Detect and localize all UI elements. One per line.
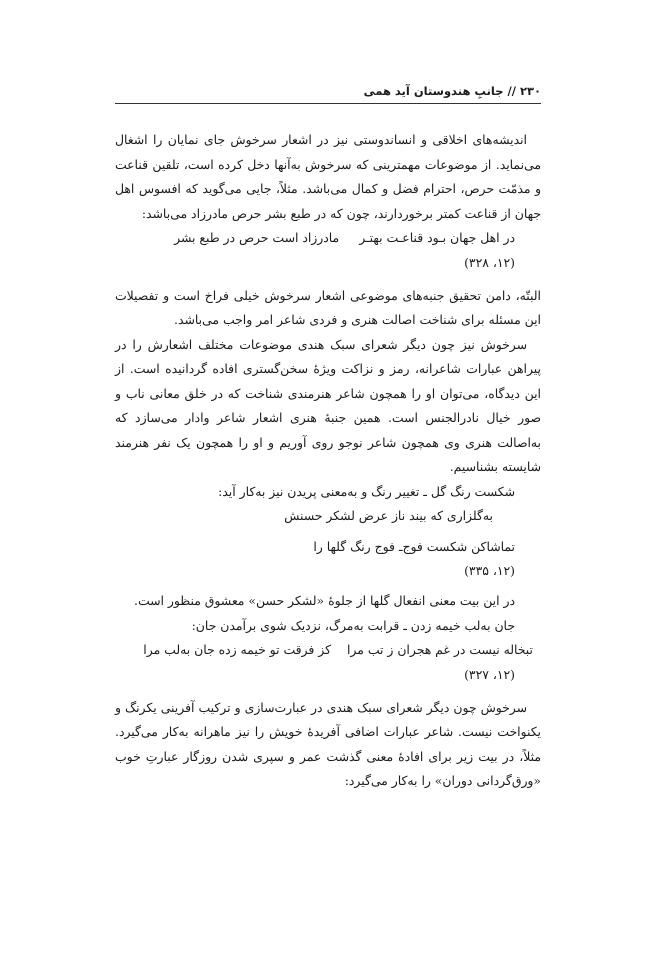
term-definition-1: شکست رنگ گل ـ تغییر رنگ و به‌معنی پریدن نیز به‌کار آید: xyxy=(218,483,515,499)
verse-3 xyxy=(115,638,541,663)
citation-2: (۱۲، ۳۳۵) xyxy=(464,563,515,578)
paragraph-1: اندیشه‌های اخلاقی و انساندوستی نیز در اشعار سرخوش جای نمایان را اشغال می‌نماید. از موضوعات مهمترینی که سرخوش به‌آنها دخل کرده است، تلقین قناعت و مذمّت حرص، احترام فضل و کمال می‌باشد. مثلاً، جایی می‌گوید که افسوس اهل جهان از قناعت کمتر برخوردارند، چون که در طبع بشر حرص مادرزاد می‌باشد: xyxy=(115,132,541,221)
paragraph-4: سرخوش چون دیگر شعرای سبک هندی در عبارت‌سازی و ترکیب آفرینی یکرنگ و یکنواخت نیست. شاعر عبارات اضافی آفریدهٔ خویش را نیز ماهرانه به‌کار می‌گیرد. مثلاً، در بیت زیر برای افادهٔ معنی گذشت عمر و سپری شدن روزگار عبارتِ خوب «ورق‌گردانی دوران» را به‌کار می‌گیرد: xyxy=(115,699,541,788)
verse-1-hemistich-1: در اهل جهان بـود قناعـت بهتـر xyxy=(359,230,515,245)
running-header: ۲۳۰ // جانبِ هندوستان آید همی xyxy=(115,78,541,104)
paragraph-3: سرخوش نیز چون دیگر شعرای سبک هندی موضوعات مختلف اشعارش را در پیراهن عبارات شاعرانه، رمز و نزاکت ویژهٔ سخن‌گستری افاده گردانیده است. از این دیدگاه، می‌توان او را همچون شاعر هنرمندی شناخت که در خلق معانی ناب و صور خیال نادرالجنس است. همین جنبهٔ هنری اشعار شاعر وادار می‌سازد که به‌اصالت هنری وی همچون شاعر نوجو روی آوریم و او را همچون یک نفر هنرمند شایسته بشناسیم. xyxy=(115,336,541,474)
page-body xyxy=(115,128,541,794)
verse-2-hemistich-2: تماشاکن شکست فوج‌ـ فوج رنگ گلها را xyxy=(313,538,515,554)
verse-3-hemistich-2: کز فرقت تو خیمه زده جان به‌لب مرا xyxy=(143,642,331,657)
paragraph-2: البتّه، دامن تحقیق جنبه‌های موضوعی اشعار سرخوش خیلی فراخ است و تفصیلات این مسئله برای شناخت اصالت هنری و فردی شاعر امر واجب می‌باشد. xyxy=(115,287,541,327)
citation-3: (۱۲، ۳۲۷) xyxy=(464,666,515,682)
citation-1: (۱۲، ۳۲۸) xyxy=(464,254,515,270)
verse-2-explanation: در این بیت معنی انفعال گلها از جلوهٔ «لشکر حسن» معشوق منظور است. xyxy=(134,593,515,608)
verse-1 xyxy=(115,226,541,251)
verse-1-hemistich-2: مادرزاد است حرص در طبع بشر xyxy=(174,230,340,245)
verse-2-hemistich-1: به‌گلزاری که بیند ناز عرض لشکر حسنش xyxy=(284,508,493,523)
verse-3-hemistich-1: تبخاله نیست در غم هجران ز تب مرا xyxy=(346,642,533,657)
term-definition-2: جان به‌لب خیمه زدن ـ قرابت به‌مرگ، نزدیک شوی برآمدن جان: xyxy=(191,617,515,633)
